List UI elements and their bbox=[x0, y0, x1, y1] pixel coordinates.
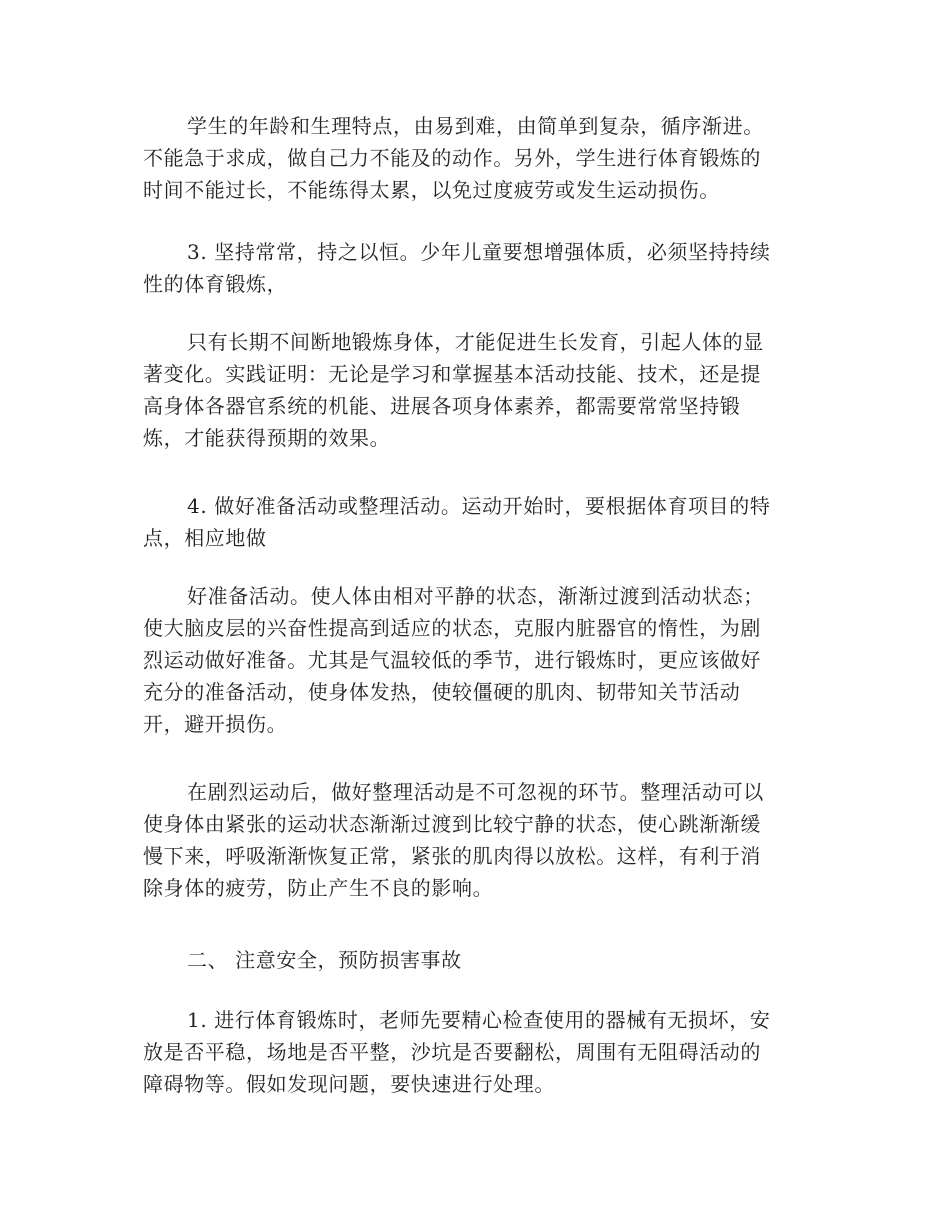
text-line: 二、 注意安全，预防损害事故 bbox=[187, 948, 462, 972]
paragraph-2 bbox=[143, 236, 807, 300]
text-line: 3. 坚持常常，持之以恒。少年儿童要想增强体质，必须坚持持续 bbox=[187, 240, 771, 264]
text-line: 充分的准备活动，使身体发热，使较僵硬的肌肉、韧带知关节活动 bbox=[143, 680, 741, 704]
text-line: 好准备活动。使人体由相对平静的状态，渐渐过渡到活动状态； bbox=[187, 584, 764, 608]
text-line: 在剧烈运动后，做好整理活动是不可忽视的环节。整理活动可以 bbox=[187, 780, 764, 804]
text-line: 点，相应地做 bbox=[143, 526, 267, 550]
text-line: 4. 做好准备活动或整理活动。运动开始时，要根据体育项目的特 bbox=[187, 494, 771, 518]
text-line: 使大脑皮层的兴奋性提高到适应的状态，克服内脏器官的惰性，为剧 bbox=[143, 616, 761, 640]
paragraph-3 bbox=[143, 326, 807, 454]
text-line: 只有长期不间断地锻炼身体，才能促进生长发育，引起人体的显 bbox=[187, 330, 764, 354]
paragraph-1 bbox=[143, 110, 807, 206]
paragraph-5 bbox=[143, 580, 807, 740]
text-line: 1. 进行体育锻炼时，老师先要精心检查使用的器械有无损坏，安 bbox=[187, 1008, 771, 1032]
text-line: 使身体由紧张的运动状态渐渐过渡到比较宁静的状态，使心跳渐渐缓 bbox=[143, 812, 761, 836]
paragraph-7 bbox=[143, 1004, 807, 1100]
text-line: 时间不能过长，不能练得太累，以免过度疲劳或发生运动损伤。 bbox=[143, 178, 720, 202]
paragraph-4 bbox=[143, 490, 807, 554]
text-line: 放是否平稳，场地是否平整，沙坑是否要翻松，周围有无阻碍活动的 bbox=[143, 1040, 761, 1064]
text-line: 慢下来，呼吸渐渐恢复正常，紧张的肌肉得以放松。这样，有利于消 bbox=[143, 844, 761, 868]
text-line: 不能急于求成，做自己力不能及的动作。另外，学生进行体育锻炼的 bbox=[143, 146, 761, 170]
paragraph-6 bbox=[143, 776, 807, 904]
text-line: 学生的年龄和生理特点，由易到难，由简单到复杂，循序渐进。 bbox=[187, 114, 764, 138]
text-line: 烈运动做好准备。尤其是气温较低的季节，进行锻炼时，更应该做好 bbox=[143, 648, 761, 672]
text-line: 性的体育锻炼， bbox=[143, 272, 288, 296]
text-line: 高身体各器官系统的机能、进展各项身体素养，都需要常常坚持锻 bbox=[143, 394, 741, 418]
text-line: 障碍物等。假如发现问题，要快速进行处理。 bbox=[143, 1072, 555, 1096]
text-line: 开，避开损伤。 bbox=[143, 712, 288, 736]
section-heading bbox=[143, 944, 807, 976]
text-line: 著变化。实践证明：无论是学习和掌握基本活动技能、技术，还是提 bbox=[143, 362, 761, 386]
text-line: 炼，才能获得预期的效果。 bbox=[143, 426, 391, 450]
text-line: 除身体的疲劳，防止产生不良的影响。 bbox=[143, 876, 494, 900]
